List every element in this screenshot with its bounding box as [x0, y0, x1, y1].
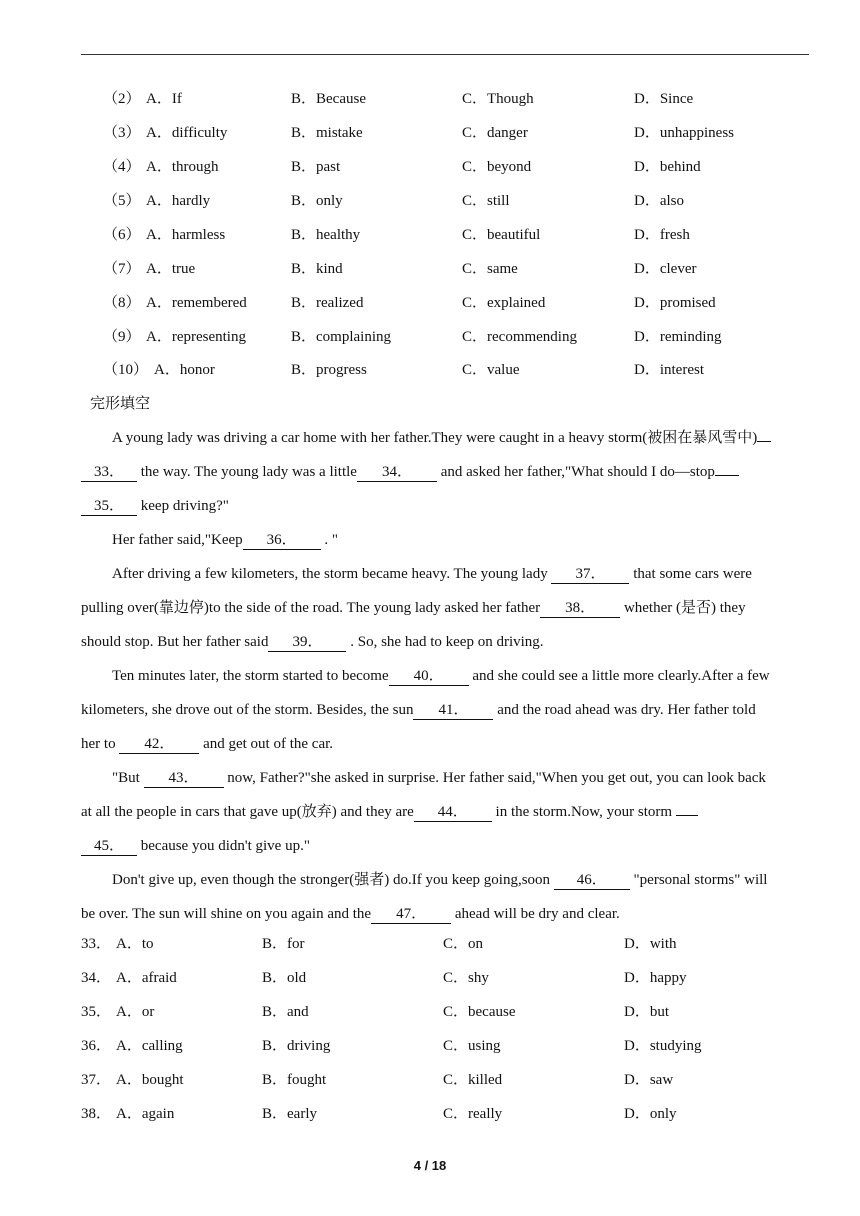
- header-rule: [81, 54, 809, 55]
- passage-text: Ten minutes later, the storm started to become: [112, 668, 389, 684]
- blank-39: 39．: [268, 633, 346, 652]
- blank-36: 36．: [243, 531, 321, 550]
- option-d: D．promised: [634, 295, 716, 311]
- option-b: B．complaining: [291, 329, 391, 345]
- option-c: C．really: [443, 1106, 503, 1122]
- option-a: A．bought: [116, 1072, 184, 1088]
- blank-46: 46．: [554, 871, 630, 890]
- passage-text: whether (是否) they: [623, 600, 746, 616]
- option-b: B．fought: [262, 1072, 327, 1088]
- option-b: B．kind: [291, 261, 343, 277]
- question-number: （9）: [103, 329, 141, 345]
- option-a: A．difficulty: [146, 125, 228, 141]
- option-d: D．but: [624, 1004, 670, 1020]
- option-c: C．shy: [443, 970, 489, 986]
- passage-text: at all the people in cars that gave up(放弃) and they are: [81, 804, 414, 820]
- option-b: B．Because: [291, 91, 366, 107]
- question-options-36: [0, 1035, 860, 1057]
- option-c: C．beautiful: [462, 227, 541, 243]
- passage-line: [81, 557, 809, 591]
- option-b: B．for: [262, 936, 305, 952]
- question-number: 34．: [81, 970, 112, 986]
- question-number: 38．: [81, 1106, 112, 1122]
- passage-text: "personal storms" will: [633, 872, 768, 888]
- option-b: B．past: [291, 159, 341, 175]
- passage-text: keep driving?": [140, 498, 229, 514]
- passage-text: now, Father?"she asked in surprise. Her father said,"When you get out, you can look back: [227, 770, 766, 786]
- option-d: D．fresh: [634, 227, 690, 243]
- question-number: 35．: [81, 1004, 112, 1020]
- passage-text: in the storm.Now, your storm: [495, 804, 673, 820]
- question-options-4: [0, 156, 860, 178]
- passage-line: [81, 523, 809, 557]
- passage-text: and get out of the car.: [203, 736, 334, 752]
- blank-33: 33．: [81, 463, 137, 482]
- blank-34: 34．: [357, 463, 437, 482]
- passage-line: [81, 489, 809, 523]
- passage-text: Her father said,"Keep: [112, 532, 243, 548]
- option-c: C．danger: [462, 125, 528, 141]
- option-c: C．Though: [462, 91, 534, 107]
- option-c: C．because: [443, 1004, 516, 1020]
- option-b: B．driving: [262, 1038, 331, 1054]
- option-a: A．through: [146, 159, 219, 175]
- option-d: D．with: [624, 936, 677, 952]
- passage-text: pulling over(靠边停)to the side of the road. The young lady asked her father: [81, 600, 541, 616]
- question-options-34: [0, 967, 860, 989]
- option-b: B．realized: [291, 295, 364, 311]
- option-a: A．calling: [116, 1038, 183, 1054]
- blank-45: 45．: [81, 837, 137, 856]
- passage-line: [81, 863, 809, 897]
- option-d: D．Since: [634, 91, 694, 107]
- option-a: A．true: [146, 261, 196, 277]
- question-number: 33．: [81, 936, 112, 952]
- question-options-3: [0, 122, 860, 144]
- option-c: C．using: [443, 1038, 501, 1054]
- option-c: C．explained: [462, 295, 546, 311]
- option-b: B．early: [262, 1106, 317, 1122]
- blank-40: 40．: [389, 667, 469, 686]
- passage-line: [81, 591, 809, 625]
- option-a: A．harmless: [146, 227, 226, 243]
- passage-text: and the road ahead was dry. Her father told: [497, 702, 756, 718]
- option-c: C．killed: [443, 1072, 503, 1088]
- passage-text: because you didn't give up.": [140, 838, 310, 854]
- blank-43: 43．: [144, 769, 224, 788]
- question-options-9: [0, 326, 860, 348]
- question-number: （6）: [103, 227, 141, 243]
- passage-line: [81, 727, 809, 761]
- option-c: C．same: [462, 261, 518, 277]
- option-a: A．again: [116, 1106, 175, 1122]
- passage-text: should stop. But her father said: [81, 634, 269, 650]
- passage-text: . ": [324, 532, 339, 548]
- blank-35: 35．: [81, 497, 137, 516]
- question-options-6: [0, 224, 860, 246]
- passage-line: [81, 421, 809, 455]
- passage-text: A young lady was driving a car home with her father.They were caught in a heavy storm(被困在暴风雪中): [112, 430, 758, 446]
- question-number: （5）: [103, 193, 141, 209]
- passage-text: kilometers, she drove out of the storm. Besides, the sun: [81, 702, 414, 718]
- page-number: 4 / 18: [413, 1158, 447, 1173]
- option-b: B．old: [262, 970, 307, 986]
- question-options-37: [0, 1069, 860, 1091]
- question-options-33: [0, 933, 860, 955]
- passage: [81, 421, 809, 931]
- blank-41: 41．: [413, 701, 493, 720]
- option-c: C．value: [462, 362, 520, 378]
- question-number: （2）: [103, 91, 141, 107]
- option-d: D．interest: [634, 362, 704, 378]
- question-options-8: [0, 292, 860, 314]
- passage-text: her to: [81, 736, 116, 752]
- passage-line: [81, 761, 809, 795]
- blank-37: 37．: [551, 565, 629, 584]
- question-options-2: [0, 88, 860, 110]
- option-a: A．remembered: [146, 295, 247, 311]
- option-d: D．reminding: [634, 329, 722, 345]
- option-d: D．unhappiness: [634, 125, 734, 141]
- passage-text: ahead will be dry and clear.: [454, 906, 620, 922]
- passage-line: [81, 455, 809, 489]
- blank-44: 44．: [414, 803, 492, 822]
- question-number: （10）: [103, 362, 149, 378]
- option-a: A．or: [116, 1004, 155, 1020]
- blank-38: 38．: [540, 599, 620, 618]
- option-a: A．If: [146, 91, 182, 107]
- question-number: （8）: [103, 295, 141, 311]
- passage-text: the way. The young lady was a little: [140, 464, 357, 480]
- option-b: B．progress: [291, 362, 367, 378]
- question-options-38: [0, 1103, 860, 1125]
- passage-text: and asked her father,"What should I do—stop: [440, 464, 715, 480]
- blank-underline: [757, 441, 771, 442]
- option-a: A．hardly: [146, 193, 211, 209]
- passage-line: [81, 659, 809, 693]
- option-a: A．honor: [154, 362, 215, 378]
- passage-text: that some cars were: [633, 566, 752, 582]
- question-number: 36．: [81, 1038, 112, 1054]
- option-b: B．healthy: [291, 227, 361, 243]
- passage-text: . So, she had to keep on driving.: [350, 634, 544, 650]
- section-title: 完形填空: [90, 396, 151, 412]
- question-options-35: [0, 1001, 860, 1023]
- option-c: C．beyond: [462, 159, 532, 175]
- passage-line: [81, 795, 809, 829]
- option-d: D．also: [634, 193, 684, 209]
- question-number: （3）: [103, 125, 141, 141]
- blank-47: 47．: [371, 905, 451, 924]
- option-c: C．on: [443, 936, 484, 952]
- passage-line: [81, 897, 809, 931]
- option-b: B．only: [291, 193, 343, 209]
- question-number: （7）: [103, 261, 141, 277]
- option-b: B．mistake: [291, 125, 363, 141]
- option-d: D．only: [624, 1106, 677, 1122]
- option-d: D．saw: [624, 1072, 674, 1088]
- option-b: B．and: [262, 1004, 309, 1020]
- blank-underline: [715, 475, 739, 476]
- blank-underline: [676, 815, 698, 816]
- question-number: 37．: [81, 1072, 112, 1088]
- option-a: A．to: [116, 936, 154, 952]
- option-d: D．studying: [624, 1038, 702, 1054]
- option-a: A．representing: [146, 329, 246, 345]
- blank-42: 42．: [119, 735, 199, 754]
- option-d: D．happy: [624, 970, 687, 986]
- option-c: C．recommending: [462, 329, 577, 345]
- question-number: （4）: [103, 159, 141, 175]
- passage-line: [81, 829, 809, 863]
- option-a: A．afraid: [116, 970, 177, 986]
- question-options-5: [0, 190, 860, 212]
- passage-line: [81, 625, 809, 659]
- passage-text: "But: [112, 770, 140, 786]
- passage-text: be over. The sun will shine on you again and the: [81, 906, 372, 922]
- question-options-10: [0, 359, 860, 381]
- question-options-7: [0, 258, 860, 280]
- passage-text: and she could see a little more clearly.After a few: [472, 668, 770, 684]
- option-c: C．still: [462, 193, 510, 209]
- option-d: D．behind: [634, 159, 701, 175]
- passage-line: [81, 693, 809, 727]
- passage-text: After driving a few kilometers, the storm became heavy. The young lady: [112, 566, 548, 582]
- passage-text: Don't give up, even though the stronger(强者) do.If you keep going,soon: [112, 872, 551, 888]
- option-d: D．clever: [634, 261, 697, 277]
